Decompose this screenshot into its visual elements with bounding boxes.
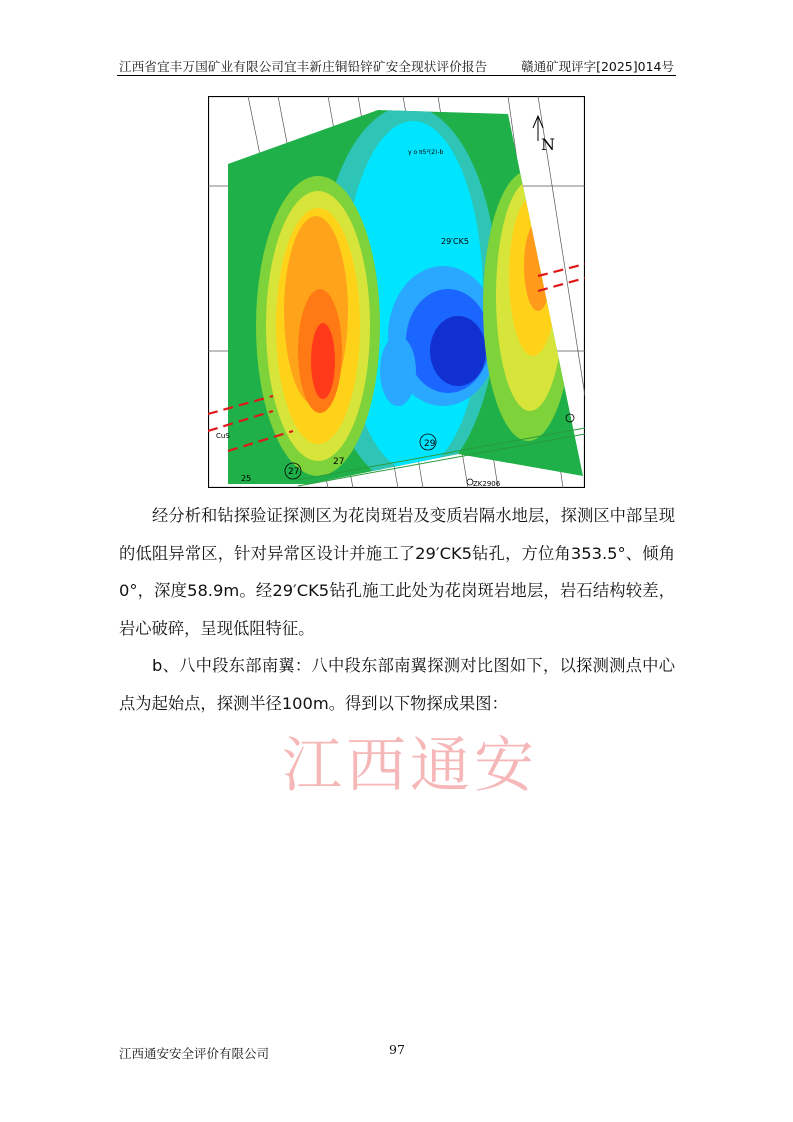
watermark: 江西通安 [282, 731, 538, 801]
line-27-label: 27 [288, 467, 300, 477]
header-rule [117, 75, 676, 76]
paragraph-1: 经分析和钻探验证探测区为花岗斑岩及变质岩隔水地层，探测区中部呈现的低阻异常区，针对异常区设计并施工了29′CK5钻孔，方位角353.5°、倾角0°，深度58.9m。经29′CK5钻孔施工此处为花岗斑岩地层，岩石结构较差，岩心破碎，呈现低阻特征。 [119, 506, 675, 638]
body-text [119, 497, 675, 722]
line-29-label: 29 [424, 439, 436, 449]
north-label: N [541, 135, 555, 154]
paragraph-2: b、八中段东部南翼：八中段东部南翼探测对比图如下，以探测测点中心点为起始点，探测半径100m。得到以下物探成果图： [119, 656, 675, 713]
borehole-label: 29′CK5 [441, 237, 469, 246]
page-number: 97 [389, 1042, 405, 1057]
formation-label: γ o π5²(2)-b [408, 149, 444, 156]
line-25-label: 25 [241, 474, 252, 483]
header-title: 江西省宜丰万国矿业有限公司宜丰新庄铜铅锌矿安全现状评价报告 [119, 59, 488, 74]
line-27b-label: 27 [333, 457, 345, 467]
footer-company: 江西通安安全评价有限公司 [119, 1046, 270, 1061]
drill-hole-label: ZK2906 [473, 480, 501, 488]
header-doc-number: 赣通矿现评字[2025]014号 [521, 59, 674, 74]
resistivity-contour-map [208, 96, 585, 488]
cus-label: CuS [216, 432, 230, 440]
